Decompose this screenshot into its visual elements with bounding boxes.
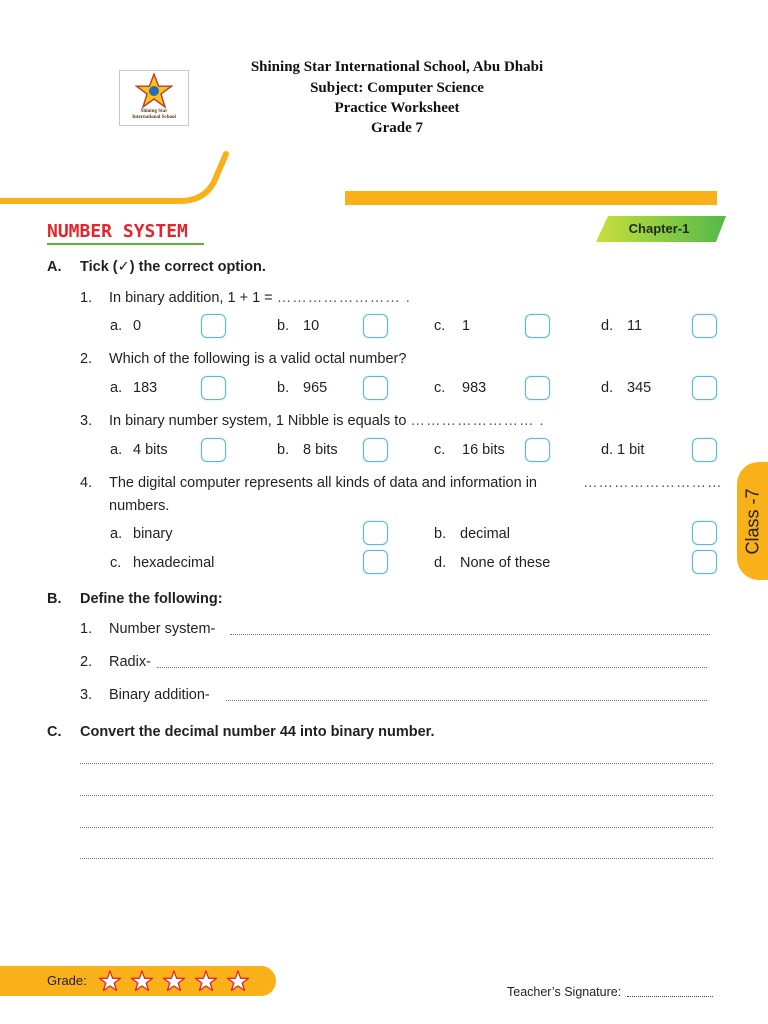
q2-option-b-letter: b. bbox=[277, 380, 290, 396]
q2-option-c-letter: c. bbox=[434, 380, 446, 396]
subject-line: Subject: Computer Science bbox=[310, 80, 484, 96]
q3-option-a-letter: a. bbox=[110, 442, 123, 458]
title-underline bbox=[47, 243, 204, 245]
q4-option-c-letter: c. bbox=[110, 555, 122, 571]
header-bar bbox=[345, 191, 717, 205]
q3-text bbox=[109, 413, 545, 429]
section-c-letter: C. bbox=[47, 724, 62, 740]
class-label-text: Class -7 bbox=[742, 487, 763, 555]
b1-number: 1. bbox=[80, 621, 93, 637]
section-b-heading: Define the following: bbox=[80, 591, 223, 607]
b3-answer-line[interactable] bbox=[226, 700, 707, 701]
q2-option-d-text: 345 bbox=[627, 380, 652, 396]
c-answer-line-2[interactable] bbox=[80, 795, 713, 796]
school-logo bbox=[119, 70, 189, 126]
q3-option-a-text: 4 bits bbox=[133, 442, 168, 458]
q2-option-d-checkbox[interactable] bbox=[692, 376, 717, 400]
q1-blank: …………………… . bbox=[276, 290, 411, 306]
grade-star-icon[interactable] bbox=[132, 971, 153, 991]
q3-option-b-letter: b. bbox=[277, 442, 290, 458]
b3-text: Binary addition- bbox=[109, 687, 210, 703]
grade-star-icon[interactable] bbox=[100, 971, 121, 991]
section-a-letter: A. bbox=[47, 259, 62, 275]
q4-option-b-text: decimal bbox=[460, 526, 510, 542]
q2-option-c-text: 983 bbox=[462, 380, 487, 396]
q2-text: Which of the following is a valid octal number? bbox=[109, 351, 407, 367]
c-answer-line-3[interactable] bbox=[80, 827, 713, 828]
q3-number: 3. bbox=[80, 413, 93, 429]
grade-label: Grade: bbox=[47, 973, 87, 988]
section-c-heading: Convert the decimal number 44 into binary number. bbox=[80, 724, 435, 740]
q2-option-b-text: 965 bbox=[303, 380, 328, 396]
section-b-letter: B. bbox=[47, 591, 62, 607]
q4-number: 4. bbox=[80, 475, 93, 491]
header-swoosh bbox=[0, 148, 240, 208]
b2-text: Radix- bbox=[109, 654, 151, 670]
q1-option-c-text: 1 bbox=[462, 318, 471, 334]
c-answer-line-4[interactable] bbox=[80, 858, 713, 859]
q1-option-d-letter: d. bbox=[601, 318, 614, 334]
q2-option-c-checkbox[interactable] bbox=[525, 376, 550, 400]
q2-option-b-checkbox[interactable] bbox=[363, 376, 388, 400]
q1-option-a-letter: a. bbox=[110, 318, 123, 334]
q1-option-c-checkbox[interactable] bbox=[525, 314, 550, 338]
page-title: NUMBER SYSTEM bbox=[47, 221, 188, 242]
grade-star-icon[interactable] bbox=[228, 971, 249, 991]
q4-option-c-text: hexadecimal bbox=[133, 555, 215, 571]
q4-option-d-checkbox[interactable] bbox=[692, 550, 717, 574]
q2-number: 2. bbox=[80, 351, 93, 367]
q3-option-d-checkbox[interactable] bbox=[692, 438, 717, 462]
q3-option-a-checkbox[interactable] bbox=[201, 438, 226, 462]
q1-option-a-checkbox[interactable] bbox=[201, 314, 226, 338]
teacher-signature-line[interactable] bbox=[627, 996, 713, 997]
b2-number: 2. bbox=[80, 654, 93, 670]
q1-option-b-checkbox[interactable] bbox=[363, 314, 388, 338]
b1-answer-line[interactable] bbox=[230, 634, 710, 635]
q4-option-b-checkbox[interactable] bbox=[692, 521, 717, 545]
q3-option-c-checkbox[interactable] bbox=[525, 438, 550, 462]
logo-text: Shining Star International School bbox=[132, 109, 176, 120]
q3-option-b-checkbox[interactable] bbox=[363, 438, 388, 462]
q3-option-d-text: 1 bit bbox=[617, 442, 645, 458]
q1-text bbox=[109, 290, 411, 306]
q1-option-d-text: 11 bbox=[627, 318, 643, 334]
q1-question: In binary addition, 1 + 1 = bbox=[109, 290, 273, 306]
q3-option-b-text: 8 bits bbox=[303, 442, 338, 458]
q4-text: The digital computer represents all kinds of data and information in bbox=[109, 475, 537, 491]
teacher-signature-label: Teacher’s Signature: bbox=[507, 985, 622, 999]
q1-option-d-checkbox[interactable] bbox=[692, 314, 717, 338]
q4-option-d-letter: d. bbox=[434, 555, 447, 571]
q4-option-a-letter: a. bbox=[110, 526, 123, 542]
grade-star-icon[interactable] bbox=[196, 971, 217, 991]
q4-option-a-text: binary bbox=[133, 526, 173, 542]
q2-option-a-checkbox[interactable] bbox=[201, 376, 226, 400]
q1-option-a-text: 0 bbox=[133, 318, 142, 334]
q3-blank: …………………… . bbox=[410, 413, 545, 429]
q1-number: 1. bbox=[80, 290, 93, 306]
grade-star-icon[interactable] bbox=[164, 971, 185, 991]
q1-option-c-letter: c. bbox=[434, 318, 446, 334]
q3-option-c-letter: c. bbox=[434, 442, 446, 458]
q2-option-a-letter: a. bbox=[110, 380, 123, 396]
star-logo-icon bbox=[135, 73, 173, 109]
q2-option-d-letter: d. bbox=[601, 380, 614, 396]
grade-stars bbox=[98, 969, 254, 993]
grade-line: Grade 7 bbox=[370, 120, 424, 136]
q3-option-c-text: 16 bits bbox=[462, 442, 505, 458]
q4-option-a-checkbox[interactable] bbox=[363, 521, 388, 545]
q4-option-c-checkbox[interactable] bbox=[363, 550, 388, 574]
worksheet-line: Practice Worksheet bbox=[334, 100, 460, 116]
q1-option-b-text: 10 bbox=[303, 318, 320, 334]
b1-text: Number system- bbox=[109, 621, 216, 637]
b2-answer-line[interactable] bbox=[157, 667, 707, 668]
q4-option-d-text: None of these bbox=[460, 555, 551, 571]
c-answer-line-1[interactable] bbox=[80, 763, 713, 764]
section-a-heading: Tick (✓) the correct option. bbox=[80, 259, 266, 275]
q4-option-b-letter: b. bbox=[434, 526, 447, 542]
class-label bbox=[737, 462, 768, 580]
q4-text-continued: numbers. bbox=[109, 498, 170, 514]
chapter-label: Chapter-1 bbox=[628, 221, 690, 236]
q1-option-b-letter: b. bbox=[277, 318, 290, 334]
q2-option-a-text: 183 bbox=[133, 380, 158, 396]
b3-number: 3. bbox=[80, 687, 93, 703]
school-name: Shining Star International School, Abu Dhabi bbox=[250, 59, 544, 75]
q3-option-d-letter: d. bbox=[601, 442, 614, 458]
q4-blank: ……………………… bbox=[583, 475, 723, 491]
q3-question: In binary number system, 1 Nibble is equals to bbox=[109, 413, 407, 429]
